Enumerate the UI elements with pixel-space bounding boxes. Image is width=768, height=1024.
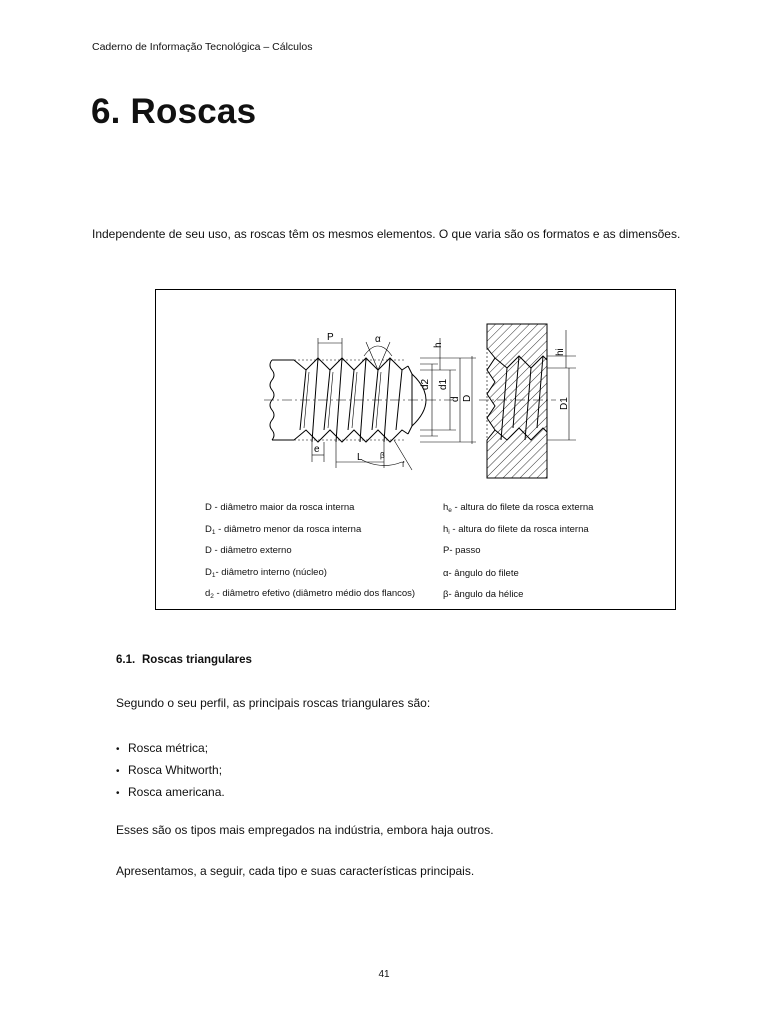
legend-item: $h_e$ - altura do filete da rosca externa: [443, 502, 594, 514]
usage-paragraph: Esses são os tipos mais empregados na indústria, embora haja outros.: [116, 823, 494, 837]
legend-item: α- ângulo do filete: [443, 568, 519, 579]
intro-paragraph: Independente de seu uso, as roscas têm os mesmos elementos. O que varia são os formatos e as dimensões.: [92, 227, 681, 241]
label-D: D: [462, 394, 473, 402]
section-heading: [116, 654, 252, 666]
label-pitch: P: [327, 332, 334, 343]
legend-item: $D_1-$ diâmetro interno (núcleo): [205, 567, 327, 579]
chapter-title: 6. Roscas: [91, 92, 257, 131]
legend-item: $d_2$ - diâmetro efetivo (diâmetro médio dos flancos): [205, 588, 416, 600]
label-D1: D1: [559, 397, 570, 410]
page-number: 41: [378, 969, 390, 980]
legend-item: $D_1$ - diâmetro menor da rosca interna: [205, 524, 362, 536]
label-d: d: [450, 396, 461, 402]
bullet-icon: •: [116, 744, 120, 755]
legend-item: β- ângulo da hélice: [443, 589, 524, 600]
label-beta: β: [380, 451, 385, 460]
label-h: h: [433, 342, 444, 348]
bullet-icon: •: [116, 788, 120, 799]
label-hi: hi: [555, 348, 566, 356]
list-item: • Rosca métrica;: [116, 737, 225, 759]
label-e: e: [314, 444, 320, 455]
list-item: • Rosca Whitworth;: [116, 759, 225, 781]
label-f: f: [402, 460, 405, 469]
thread-diagram: [156, 290, 675, 609]
closing-paragraph: Apresentamos, a seguir, cada tipo e suas características principais.: [116, 864, 475, 878]
section-title: Roscas triangulares: [142, 654, 252, 666]
thread-elements-figure: [155, 289, 676, 610]
label-d1: d1: [438, 378, 449, 390]
legend-item: D - diâmetro externo: [205, 545, 292, 556]
legend-item: P- passo: [443, 545, 481, 556]
bullet-icon: •: [116, 766, 120, 777]
list-item: • Rosca americana.: [116, 781, 225, 803]
running-header: Caderno de Informação Tecnológica – Cálculos: [92, 41, 313, 53]
label-d2: d2: [420, 378, 431, 390]
legend-item: D - diâmetro maior da rosca interna: [205, 502, 355, 513]
thread-type-list: [116, 737, 225, 803]
profile-intro-paragraph: Segundo o seu perfil, as principais roscas triangulares são:: [116, 696, 431, 710]
legend-item: $h_i$ - altura do filete da rosca interna: [443, 524, 589, 536]
external-thread-drawing: [264, 358, 452, 442]
label-alpha: α: [375, 334, 381, 345]
section-number: 6.1.: [116, 654, 136, 666]
label-L: L: [357, 452, 363, 463]
internal-thread-drawing: [479, 324, 556, 478]
